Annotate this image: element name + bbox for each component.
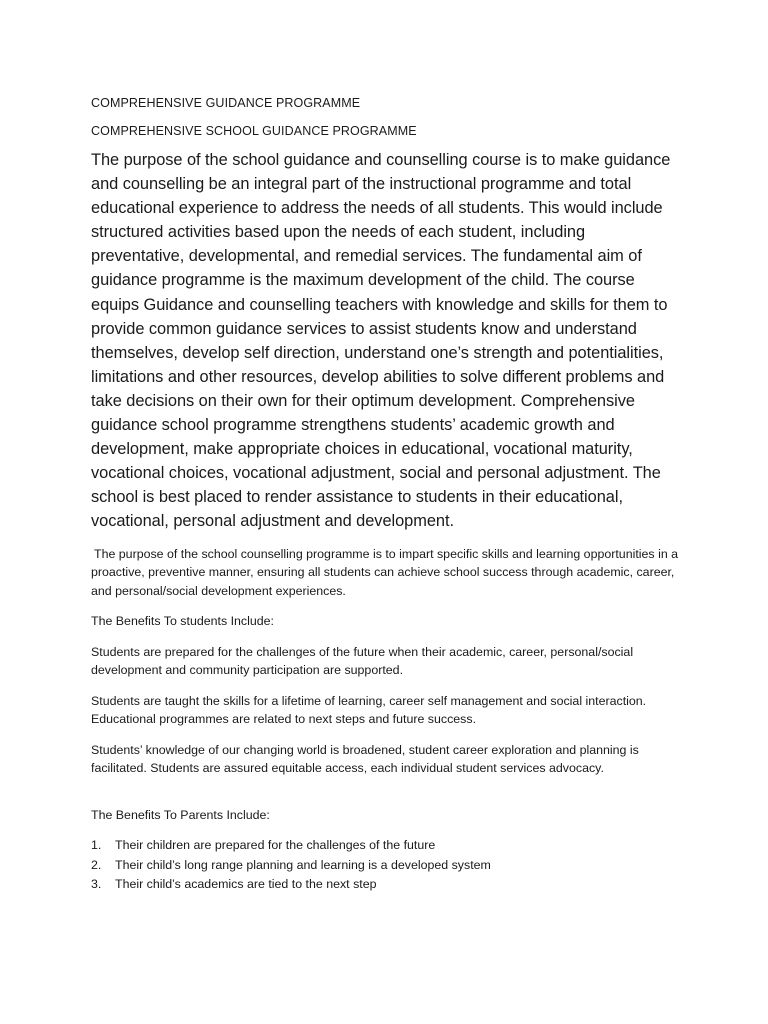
list-item [91,875,681,895]
document-title: COMPREHENSIVE GUIDANCE PROGRAMME [91,96,361,110]
students-benefit-paragraph: Students are taught the skills for a lifetime of learning, career self management and social interaction. Educational programmes are related to next steps and future success. [91,693,647,726]
list-item [91,836,681,856]
document-page [91,95,681,895]
list-item-number: 2. [91,857,102,872]
list-item-number: 3. [91,877,102,891]
lead-paragraph: The purpose of the school guidance and counselling course is to make guidance and counselling be an integral part of the instructional programme and total educational experience to address the needs of all students. This would include structured activities based upon the needs of each student, including preventative, developmental, and remedial services. The fundamental aim of guidance programme is the maximum development of the child. The course equips Guidance and counselling teachers with knowledge and skills for them to provide common guidance services to assist students know and understand themselves, develop self direction, understand one’s strength and potentialities, limitations and other resources, develop abilities to solve different problems and take decisions on their own for their optimum development. Comprehensive guidance school programme strengthens students’ academic growth and development, make appropriate choices in educational, vocational maturity, vocational choices, vocational adjustment, social and personal adjustment. The school is best placed to render assistance to students in their educational, vocational, personal adjustment and development. [91,151,671,531]
students-benefits-heading: The Benefits To students Include: [91,614,274,628]
parents-benefits-list [91,836,681,895]
list-item-text: Their child’s long range planning and learning is a developed system [115,857,491,872]
list-item-text: Their child’s academics are tied to the next step [115,877,377,891]
list-item-number: 1. [91,838,102,852]
list-item-text: Their children are prepared for the challenges of the future [115,838,436,852]
spacer [91,790,681,806]
students-benefit-paragraph: Students are prepared for the challenges of the future when their academic, career, personal/social development and community participation are supported. [91,644,634,677]
document-subtitle: COMPREHENSIVE SCHOOL GUIDANCE PROGRAMME [91,124,417,138]
students-benefit-paragraph: Students’ knowledge of our changing world is broadened, student career exploration and planning is facilitated. Students are assured equitable access, each individual student services advocacy. [91,742,639,775]
parents-benefits-heading: The Benefits To Parents Include: [91,807,270,822]
list-item [91,856,681,876]
purpose-paragraph: The purpose of the school counselling programme is to impart specific skills and learning opportunities in a proactive, preventive manner, ensuring all students can achieve school success through academic, career, and personal/social development experiences. [91,546,679,598]
